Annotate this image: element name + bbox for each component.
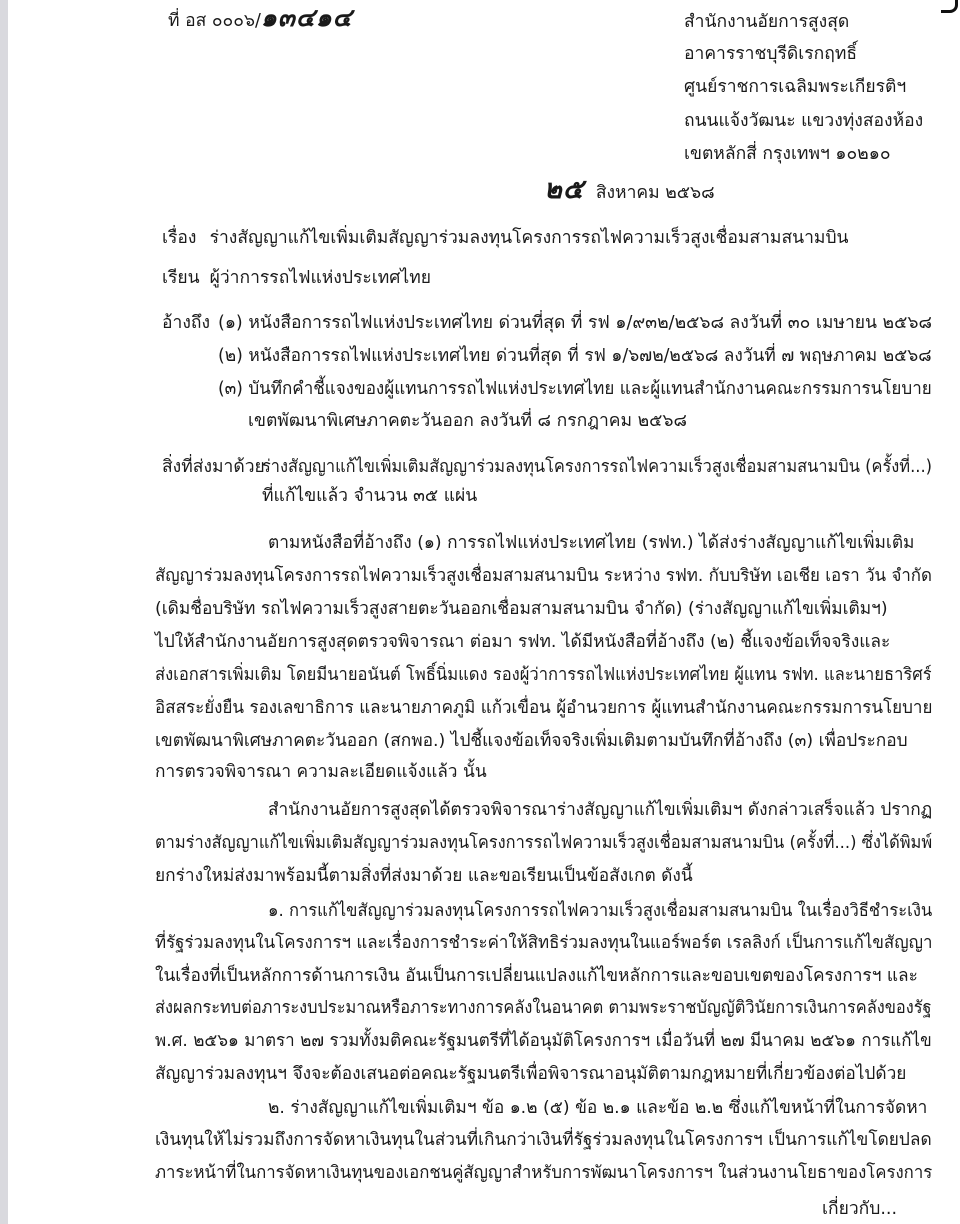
point-2-line: ภาระหน้าที่ในการจัดหาเงินทุนของเอกชนคู่สัญญาสำหรับการพัฒนาโครงการฯ ในส่วนงานโยธาของโครงการ	[155, 1163, 933, 1183]
point-2-line: เงินทุนให้ไม่รวมถึงการจัดหาเงินทุนในส่วนที่เกินกว่าเงินที่รัฐร่วมลงทุนในโครงการฯ เป็นการแก้ไขโดยปลด	[155, 1130, 932, 1150]
document-number	[168, 3, 353, 33]
enclosure-text: ร่างสัญญาแก้ไขเพิ่มเติมสัญญาร่วมลงทุนโครงการรถไฟความเร็วสูงเชื่อมสามสนามบิน (ครั้งที่...)	[262, 457, 933, 477]
point-1-line: สัญญาร่วมลงทุนฯ จึงจะต้องเสนอต่อคณะรัฐมนตรีเพื่อพิจารณาอนุมัติตามกฎหมายที่เกี่ยวข้องต่อไปด้วย	[155, 1064, 907, 1084]
handwritten-mark	[941, 0, 958, 13]
subject-line	[162, 226, 849, 250]
point-1-line: ส่งผลกระทบต่อภาระงบประมาณหรือภาระทางการคลังในอนาคต ตามพระราชบัญญัติวินัยการเงินการคลังของรัฐ	[155, 998, 932, 1018]
paragraph-1-line: ส่งเอกสารเพิ่มเติม โดยมีนายอนันต์ โพธิ์นิ่มแดง รองผู้ว่าการรถไฟแห่งประเทศไทย ผู้แทน รฟท. และนายธาริศร์	[155, 665, 932, 685]
left-page-edge	[0, 0, 8, 1224]
enclosure-label: สิ่งที่ส่งมาด้วย	[162, 457, 265, 477]
sender-address-line: สำนักงานอัยการสูงสุด	[684, 12, 850, 32]
recipient-line	[162, 266, 431, 290]
references-label: อ้างถึง	[162, 313, 211, 333]
paragraph-1-line: ไปให้สำนักงานอัยการสูงสุดตรวจพิจารณา ต่อมา รฟท. ได้มีหนังสือที่อ้างถึง (๒) ชี้แจงข้อเท็จจริงและ	[155, 632, 891, 652]
reference-item: (๒) หนังสือการรถไฟแห่งประเทศไทย ด่วนที่สุด ที่ รฟ ๑/๖๗๒/๒๕๖๘ ลงวันที่ ๗ พฤษภาคม ๒๕๖๘	[218, 346, 932, 366]
subject-label: เรื่อง	[162, 228, 197, 248]
reference-item: (๑) หนังสือการรถไฟแห่งประเทศไทย ด่วนที่สุด ที่ รฟ ๑/๙๓๒/๒๕๖๘ ลงวันที่ ๓๐ เมษายน ๒๕๖๘	[218, 313, 932, 333]
page-continuation: เกี่ยวกับ...	[822, 1199, 898, 1219]
paragraph-1-line: อิสสระยั่งยืน รองเลขาธิการ และนายภาคภูมิ แก้วเขื่อน ผู้อำนวยการ ผู้แทนสำนักงานคณะกรรมการนโยบาย	[155, 698, 933, 718]
paragraph-2-line: สำนักงานอัยการสูงสุดได้ตรวจพิจารณาร่างสัญญาแก้ไขเพิ่มเติมฯ ดังกล่าวเสร็จแล้ว ปรากฏ	[268, 800, 933, 820]
paragraph-1-line: (เดิมชื่อบริษัท รถไฟความเร็วสูงสายตะวันออกเชื่อมสามสนามบิน จำกัด) (ร่างสัญญาแก้ไขเพิ่มเติมฯ)	[155, 599, 888, 619]
recipient-label: เรียน	[162, 268, 200, 288]
paragraph-1-line: เขตพัฒนาพิเศษภาคตะวันออก (สกพอ.) ไปชี้แจงข้อเท็จจริงเพิ่มเติมตามบันทึกที่อ้างถึง (๓) เพื่อประกอบ	[155, 731, 908, 751]
point-1-line: ในเรื่องที่เป็นหลักการด้านการเงิน อันเป็นการเปลี่ยนแปลงแก้ไขหลักการและขอบเขตของโครงการฯ และ	[155, 966, 918, 986]
sender-address-line: เขตหลักสี่ กรุงเทพฯ ๑๐๒๑๐	[684, 144, 891, 164]
document-number-handwritten: ๑๓๔๑๔	[260, 3, 353, 32]
point-1-line: พ.ศ. ๒๕๖๑ มาตรา ๒๗ รวมทั้งมติคณะรัฐมนตรีที่ได้อนุมัติโครงการฯ เมื่อวันที่ ๒๗ มีนาคม ๒๕๖๑ การแก้ไข	[155, 1031, 932, 1051]
paragraph-1-line: ตามหนังสือที่อ้างถึง (๑) การรถไฟแห่งประเทศไทย (รฟท.) ได้ส่งร่างสัญญาแก้ไขเพิ่มเติม	[268, 533, 915, 553]
paragraph-1-line: สัญญาร่วมลงทุนโครงการรถไฟความเร็วสูงเชื่อมสามสนามบิน ระหว่าง รฟท. กับบริษัท เอเชีย เอรา วัน จำกัด	[155, 566, 932, 586]
document-number-prefix: ที่ อส ๐๐๐๖/	[168, 11, 261, 31]
subject-text: ร่างสัญญาแก้ไขเพิ่มเติมสัญญาร่วมลงทุนโครงการรถไฟความเร็วสูงเชื่อมสามสนามบิน	[209, 228, 849, 248]
enclosure-text: ที่แก้ไขแล้ว จำนวน ๓๕ แผ่น	[262, 486, 478, 506]
recipient-text: ผู้ว่าการรถไฟแห่งประเทศไทย	[209, 268, 431, 288]
reference-item: (๓) บันทึกคำชี้แจงของผู้แทนการรถไฟแห่งประเทศไทย และผู้แทนสำนักงานคณะกรรมการนโยบาย	[218, 379, 932, 399]
point-1-line: ที่รัฐร่วมลงทุนในโครงการฯ และเรื่องการชำระค่าให้สิทธิร่วมลงทุนในแอร์พอร์ต เรลลิงก์ เป็นการแก้ไขสัญญา	[155, 933, 933, 953]
paragraph-2-line: ตามร่างสัญญาแก้ไขเพิ่มเติมสัญญาร่วมลงทุนโครงการรถไฟความเร็วสูงเชื่อมสามสนามบิน (ครั้งที่...) ซึ่งได้พิมพ์	[155, 833, 933, 853]
point-1-line: ๑. การแก้ไขสัญญาร่วมลงทุนโครงการรถไฟความเร็วสูงเชื่อมสามสนามบิน ในเรื่องวิธีชำระเงิน	[268, 901, 933, 921]
date-month-year: สิงหาคม ๒๕๖๘	[595, 183, 715, 203]
reference-item-continuation: เขตพัฒนาพิเศษภาคตะวันออก ลงวันที่ ๘ กรกฎาคม ๒๕๖๘	[248, 411, 687, 431]
sender-address-line: ถนนแจ้งวัฒนะ แขวงทุ่งสองห้อง	[684, 111, 924, 131]
sender-address-line: ศูนย์ราชการเฉลิมพระเกียรติฯ	[684, 77, 907, 97]
point-2-line: ๒. ร่างสัญญาแก้ไขเพิ่มเติมฯ ข้อ ๑.๒ (๕) ข้อ ๒.๑ และข้อ ๒.๒ ซึ่งแก้ไขหน้าที่ในการจัดหา	[268, 1098, 928, 1118]
paragraph-2-line: ยกร่างใหม่ส่งมาพร้อมนี้ตามสิ่งที่ส่งมาด้วย และขอเรียนเป็นข้อสังเกต ดังนี้	[155, 866, 693, 886]
paragraph-1-line: การตรวจพิจารณา ความละเอียดแจ้งแล้ว นั้น	[155, 762, 487, 782]
sender-address-line: อาคารราชบุรีดิเรกฤทธิ์	[684, 44, 858, 64]
letter-date	[544, 174, 715, 205]
date-day-handwritten: ๒๕	[544, 174, 585, 205]
